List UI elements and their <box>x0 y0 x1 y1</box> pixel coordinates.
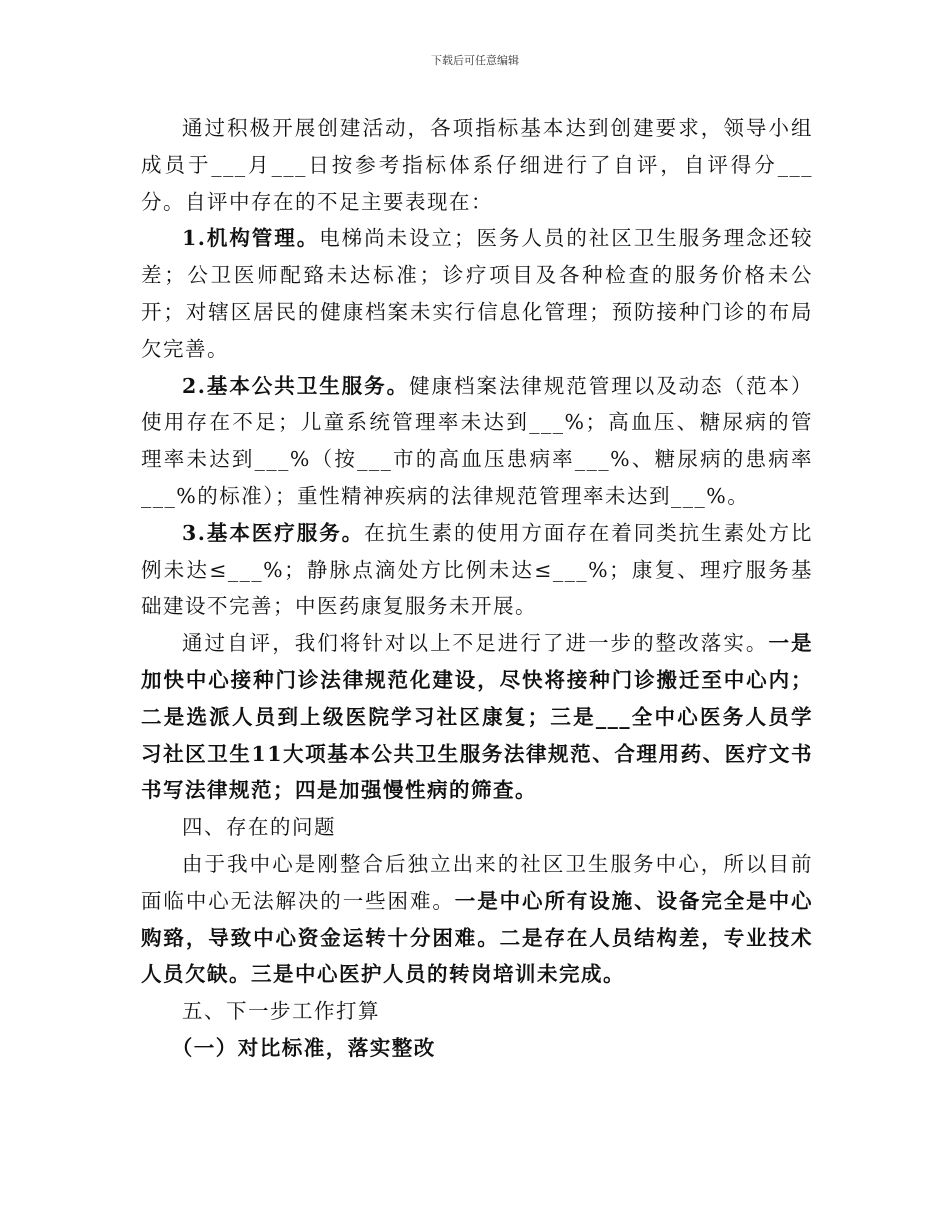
subsection-heading: （一）对比标准，落实整改 <box>171 1035 436 1060</box>
intro-paragraph: 通过积极开展创建活动，各项指标基本达到创建要求，领导小组成员于___月___日按参考指标体系仔细进行了自评，自评得分___分。自评中存在的不足主要表现在： <box>141 116 813 214</box>
item-title: 3.基本医疗服务。 <box>182 520 365 545</box>
item-institution-management <box>141 220 813 367</box>
item-title: 1.机构管理。 <box>182 226 320 251</box>
item-text: 电梯尚未设立；医务人员的社区卫生服务理念还较差；公卫医师配臵未达标准；诊疗项目及各种检查的服务价格未公开；对辖区居民的健康档案未实行信息化管理；预防接种门诊的布局欠完善。 <box>141 226 813 361</box>
item-basic-medical-services <box>141 515 813 625</box>
section-heading-next-steps: 五、下一步工作打算 <box>182 999 380 1024</box>
section-heading-problems: 四、存在的问题 <box>182 815 336 840</box>
item-text: 健康档案法律规范管理以及动态（范本）使用存在不足；儿童系统管理率未达到___%；高血压、糖尿病的管理率未达到___%（按___市的高血压患病率___%、糖尿病的患病率___%的标准）；重性精神疾病的法律规范管理率未达到___%。 <box>141 373 814 508</box>
problems-list: 一是中心所有设施、设备完全是中心购臵，导致中心资金运转十分困难。二是存在人员结构差，专业技术人员欠缺。三是中心医护人员的转岗培训未完成。 <box>141 888 814 987</box>
item-title: 2.基本公共卫生服务。 <box>182 373 410 398</box>
rectify-lead: 通过自评，我们将针对以上不足进行了进一步的整改落实。 <box>182 631 769 656</box>
problems-lead: 由于我中心是刚整合后独立出来的社区卫生服务中心，所以目前面临中心无法解决的一些困难。 <box>141 851 813 913</box>
rectification-paragraph <box>141 625 813 809</box>
page-header: 下载后可任意编辑 <box>431 54 519 67</box>
document-body <box>141 110 813 1067</box>
rectify-measures: 一是加快中心接种门诊法律规范化建设，尽快将接种门诊搬迁至中心内；二是选派人员到上级医院学习社区康复；三是___全中心医务人员学习社区卫生11大项基本公共卫生服务法律规范、合理用药、医疗文书书写法律规范；四是加强慢性病的筛查。 <box>141 631 814 803</box>
item-public-health-services <box>141 368 813 515</box>
problems-paragraph <box>141 846 813 993</box>
item-text: 在抗生素的使用方面存在着同类抗生素处方比例未达≤___%；静脉点滴处方比例未达≤___%；康复、理疗服务基础建设不完善；中医药康复服务未开展。 <box>141 520 814 619</box>
